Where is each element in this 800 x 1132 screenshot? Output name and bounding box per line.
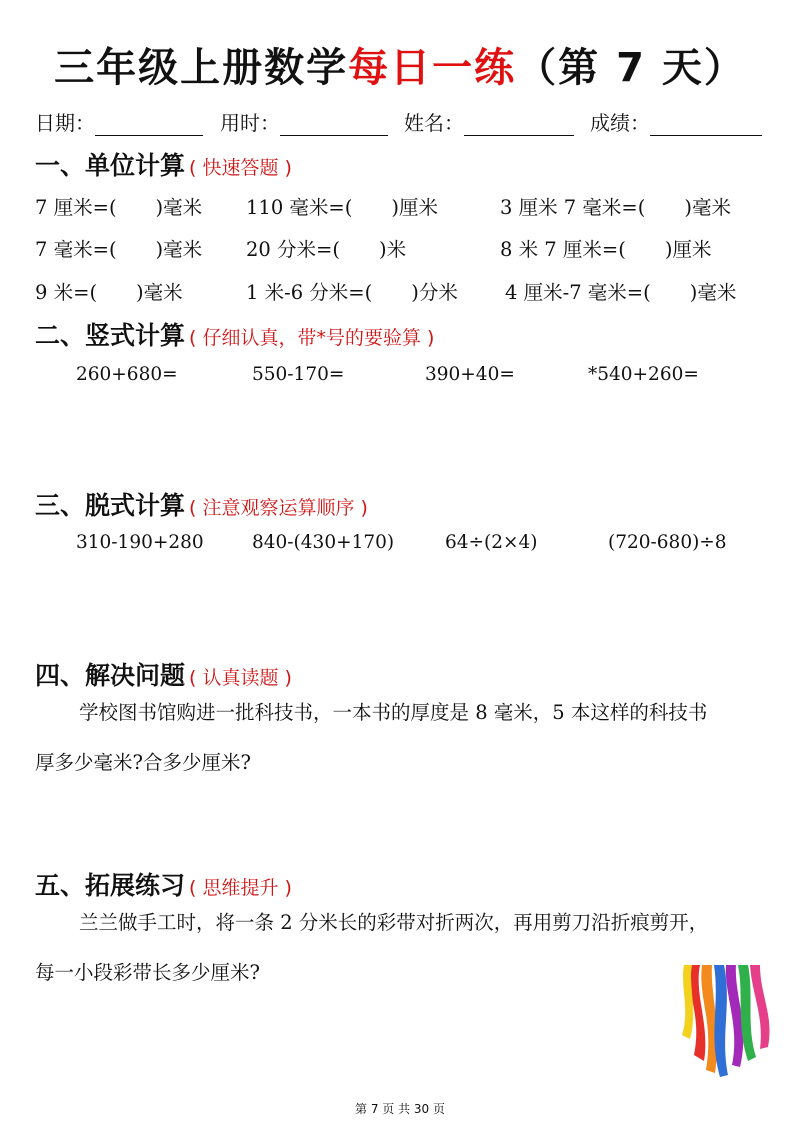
section-4-hint: ( 认真读题 ) [189,667,292,689]
score-blank[interactable] [650,115,762,136]
section-2-title: 二、竖式计算 [35,321,186,350]
name-blank[interactable] [464,115,574,136]
date-label: 日期： [35,111,95,135]
date-field[interactable] [35,107,203,136]
unit-item-2-2: 20 分米=( )米 [246,238,407,261]
section-1-hint: ( 快速答题 ) [189,157,292,179]
unit-item-3-2: 1 米-6 分米=( )分米 [246,281,458,304]
unit-item-2-1: 7 毫米=( )毫米 [35,238,203,261]
problem-5-line-1: 兰兰做手工时，将一条 2 分米长的彩带对折两次，再用剪刀沿折痕剪开， [79,911,709,934]
problem-4-line-2: 厚多少毫米?合多少厘米? [35,751,251,774]
title-main: 三年级上册数学 [54,45,349,91]
section-5-heading [35,866,292,902]
problem-4-line-1: 学校图书馆购进一批科技书，一本书的厚度是 8 毫米，5 本这样的科技书 [79,701,708,724]
page-title [0,40,800,96]
section-2-heading [35,316,434,352]
page-footer: 第 7 页 共 30 页 [355,1102,445,1116]
section-4-heading [35,656,292,692]
time-label: 用时： [220,111,280,135]
section-1-title: 一、单位计算 [35,151,186,180]
section-3-title: 三、脱式计算 [35,491,186,520]
problem-5-text [35,898,775,998]
section-5-hint: ( 思维提升 ) [189,877,292,899]
stepwise-calc-4: (720-680)÷8 [608,532,727,553]
section-5-title: 五、拓展练习 [35,871,186,900]
problem-5-line-2: 每一小段彩带长多少厘米? [35,961,260,984]
unit-item-3-1: 9 米=( )毫米 [35,281,183,304]
ribbon-illustration [680,965,776,1085]
unit-item-3-3: 4 厘米-7 毫米=( )毫米 [505,281,737,304]
date-blank[interactable] [95,115,203,136]
vertical-calc-3: 390+40= [425,364,515,385]
unit-item-1-3: 3 厘米 7 毫米=( )毫米 [500,196,731,219]
stepwise-calc-2: 840-(430+170) [252,532,395,553]
title-highlight: 每日一练 [348,45,517,91]
vertical-calc-1: 260+680= [76,364,178,385]
unit-item-1-1: 7 厘米=( )毫米 [35,196,203,219]
time-field[interactable] [220,107,388,136]
score-field[interactable] [590,107,762,136]
title-day: （第 7 天） [516,45,746,91]
vertical-calc-4: *540+260= [588,364,699,385]
name-label: 姓名： [404,111,464,135]
section-1-heading [35,146,292,182]
section-3-hint: ( 注意观察运算顺序 ) [189,497,368,519]
vertical-calc-2: 550-170= [252,364,345,385]
section-2-hint: ( 仔细认真，带*号的要验算 ) [189,327,435,349]
problem-4-text [35,688,775,788]
section-4-title: 四、解决问题 [35,661,186,690]
section-3-heading [35,486,368,522]
score-label: 成绩： [590,111,650,135]
stepwise-calc-1: 310-190+280 [76,532,204,553]
unit-item-2-3: 8 米 7 厘米=( )厘米 [500,238,712,261]
unit-item-1-2: 110 毫米=( )厘米 [246,196,438,219]
name-field[interactable] [404,107,574,136]
time-blank[interactable] [280,115,388,136]
stepwise-calc-3: 64÷(2×4) [445,532,538,553]
